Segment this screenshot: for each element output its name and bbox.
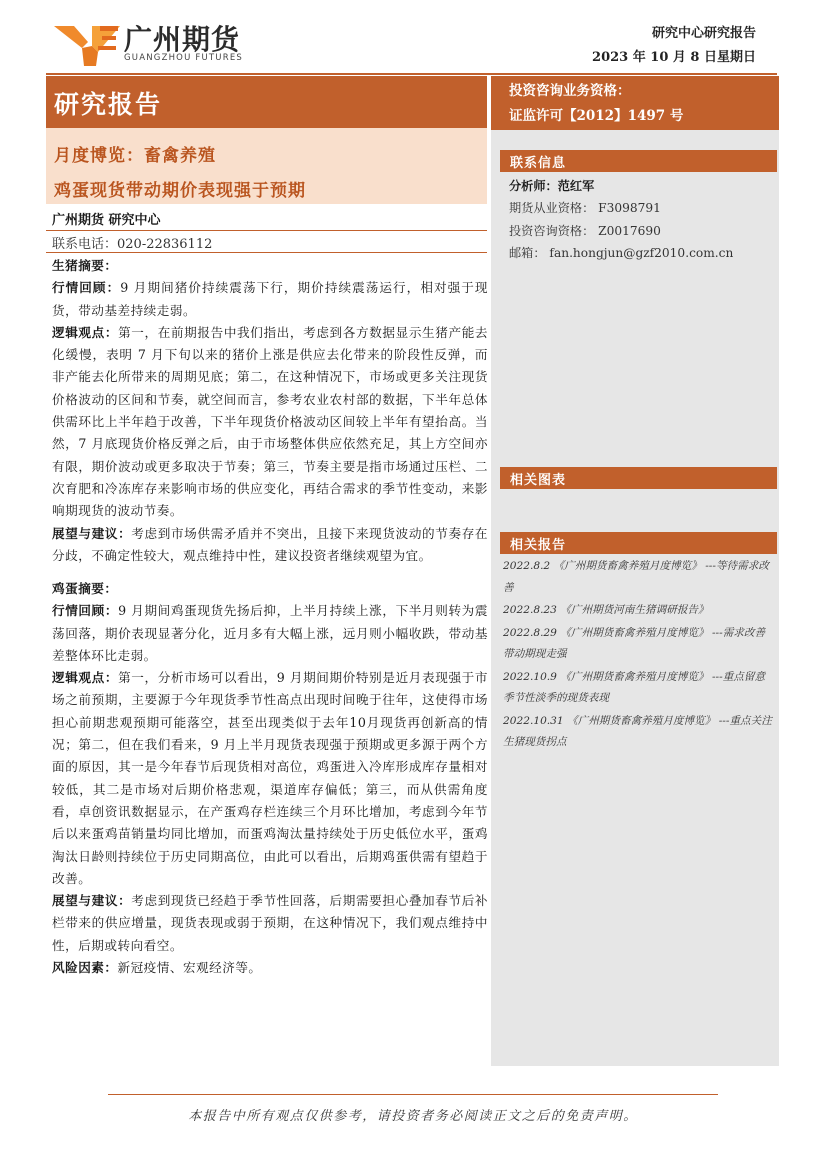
divider — [46, 230, 487, 231]
egg-heading: 鸡蛋摘要： — [52, 581, 118, 596]
report-meta — [592, 22, 756, 70]
hog-summary — [52, 255, 488, 567]
hog-review-label: 行情回顾： — [52, 280, 121, 296]
related-report-item[interactable]: 2022.8.23 《广州期货河南生猪调研报告》 — [503, 604, 709, 616]
report-date: 2023 年 10 月 8 日星期日 — [592, 50, 756, 65]
related-report-item[interactable]: 2022.8.2 《广州期货畜禽养殖月度博览》 ---等待需求改善 — [503, 560, 769, 594]
advisory-license: 投资咨询资格： Z0017690 — [509, 223, 661, 238]
futures-license: 期货从业资格： F3098791 — [509, 201, 661, 216]
department: 广州期货 研究中心 — [52, 213, 161, 228]
hog-outlook-label: 展望与建议： — [52, 525, 132, 541]
hog-logic: 第一，在前期报告中我们指出，考虑到各方数据显示生猪产能去化缓慢，表明 7 月下旬以来的猪价上涨是供应去化带来的阶段性反弹，而非产能去化所带来的周期见底；第二，在这种情况下，市场或更多关注现货价格波动的区间和节奏，就空间而言，参考农业农村部的数据，下半年总体供需环比上半年趋于改善，下半年现货价格波动区间较上半年有望抬高。当然，7 月底现货价格反弹之后，由于市场整体供应依然充足，其上方空间亦有限，期价波动或更多取决于节奏；第三，节奏主要是指市场通过压栏、二次育肥和冷冻库存来影响市场的供应变化，再结合需求的季节性变动，来影响期现货的波动节奏。 — [52, 324, 489, 519]
related-report-item[interactable]: 2022.8.29 《广州期货畜禽养殖月度博览》 ---需求改善带动期现走强 — [503, 626, 766, 660]
header-divider — [46, 73, 777, 75]
brand-name-en: GUANGZHOU FUTURES — [124, 53, 243, 63]
hog-heading: 生猪摘要： — [52, 258, 118, 273]
egg-risk: 新冠疫情、宏观经济等。 — [117, 960, 262, 976]
egg-review-label: 行情回顾： — [52, 603, 119, 619]
contact-title: 联系信息 — [510, 156, 567, 171]
contact-phone: 联系电话：020-22836112 — [52, 237, 213, 252]
egg-outlook-label: 展望与建议： — [52, 893, 132, 909]
contact-section-header — [500, 150, 777, 172]
reports-section-header — [500, 532, 777, 554]
related-reports-list — [503, 556, 775, 755]
analyst-email: 邮箱： fan.hongjun@gzf2010.com.cn — [509, 245, 734, 260]
contact-info — [509, 175, 733, 264]
footer-disclaimer: 本报告中所有观点仅供参考，请投资者务必阅读正文之后的免责声明。 — [188, 1109, 638, 1124]
report-subtitle: 鸡蛋现货带动期价表现强于预期 — [54, 181, 306, 201]
report-type: 研究中心研究报告 — [651, 26, 756, 41]
egg-logic: 第一，分析市场可以看出，9 月期间期价特别是近月表现强于市场之前预期，主要源于今年现货季节性高点出现时间晚于往年，这使得市场担心前期悲观预期可能落空，甚至出现类似于去年10月现货再创新高的情况；第二，但在我们看来，9 月上半月现货表现强于预期或更多源于两个方面的原因，其一是今年春节后现货相对高位，鸡蛋进入冷库形成库存量相对较低，其二是市场对后期价格悲观，渠道库存偏低；第三，而从供需角度看，卓创资讯数据显示，在产蛋鸡存栏连续三个月环比增加，考虑到今年节后以来蛋鸡苗销量均同比增加，而蛋鸡淘汰量持续处于历史低位水平，蛋鸡淘汰日龄则持续位于历史同期高位，由此可以看出，后期鸡蛋供需有望趋于改善。 — [52, 670, 488, 886]
charts-title: 相关图表 — [510, 473, 567, 488]
qualification-label: 投资咨询业务资格： — [509, 83, 631, 99]
report-title: 月度博览：畜禽养殖 — [54, 146, 216, 166]
banner-title: 研究报告 — [54, 90, 163, 119]
egg-risk-label: 风险因素： — [52, 960, 118, 976]
brand-name: 广州期货 — [124, 23, 241, 56]
footer-divider — [108, 1094, 718, 1095]
egg-outlook: 考虑到现货已经趋于季节性回落，后期需要担心叠加春节后补栏带来的供应增量，现货表现或弱于预期，在这种情况下，我们观点维持中性，后期或转向看空。 — [52, 893, 489, 953]
hog-logic-label: 逻辑观点： — [52, 324, 119, 340]
reports-title: 相关报告 — [510, 538, 567, 553]
egg-logic-label: 逻辑观点： — [52, 670, 119, 686]
hog-outlook: 考虑到市场供需矛盾并不突出，且接下来现货波动的节奏存在分歧，不确定性较大，观点维持中性，建议投资者继续观望为宜。 — [52, 525, 489, 563]
egg-review: 9 月期间鸡蛋现货先扬后抑，上半月持续上涨，下半月则转为震荡回落，期价表现显著分化，近月多有大幅上涨，远月则小幅收跌，带动基差整体环比走弱。 — [52, 603, 488, 663]
analyst-name: 分析师：范红军 — [509, 179, 595, 193]
qualification-value: 证监许可【2012】1497 号 — [509, 108, 684, 124]
egg-summary — [52, 578, 488, 979]
charts-section-header — [500, 467, 777, 489]
hog-review: 9 月期间猪价持续震荡下行，期价持续震荡运行，相对强于现货，带动基差持续走弱。 — [52, 280, 488, 318]
related-report-item[interactable]: 2022.10.31 《广州期货畜禽养殖月度博览》 ---重点关注生猪现货拐点 — [503, 714, 772, 748]
related-report-item[interactable]: 2022.10.9 《广州期货畜禽养殖月度博览》 ---重点留意季节性淡季的现货表现 — [503, 670, 766, 704]
divider — [46, 252, 487, 253]
